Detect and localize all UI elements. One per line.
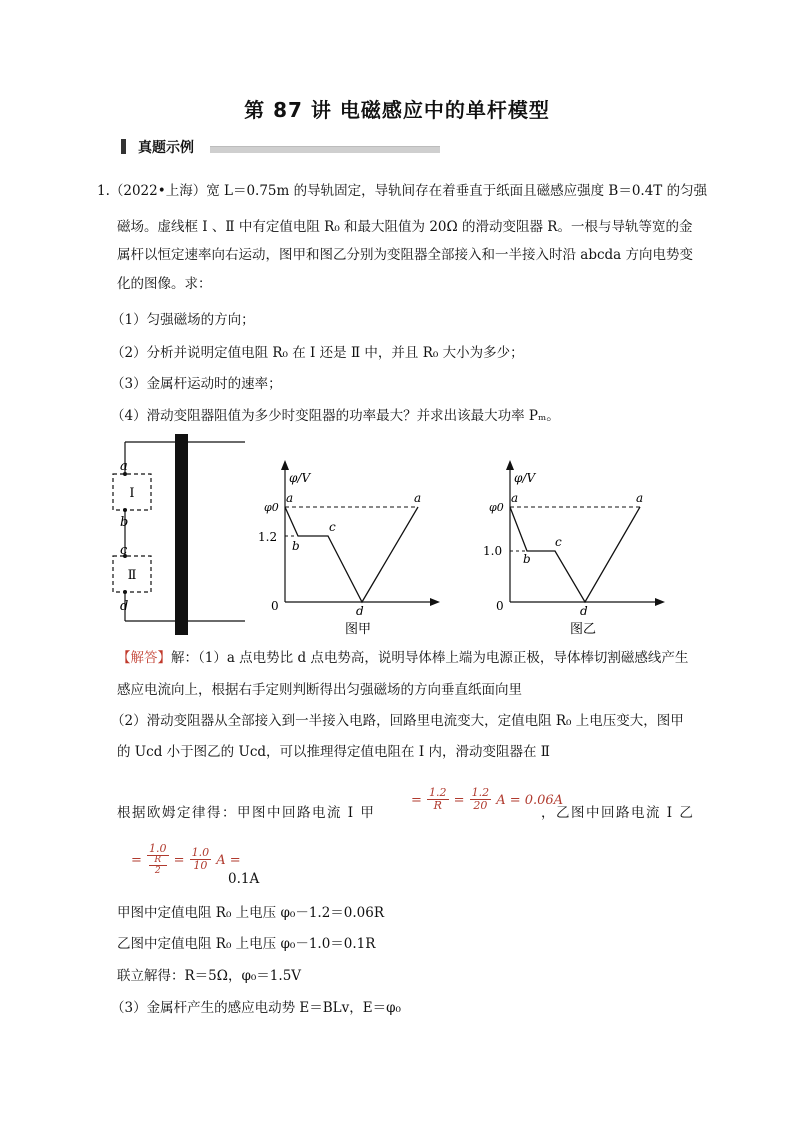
sub-question-1: （1）匀强磁场的方向； — [111, 312, 255, 328]
sub-question-2: （2）分析并说明定值电阻 R₀ 在 Ⅰ 还是 Ⅱ 中，并且 R₀ 大小为多少； — [111, 345, 524, 361]
ohm-result: 0.1A — [228, 871, 260, 887]
box-2-label: Ⅱ — [127, 568, 137, 583]
section-label: 真题示例 — [138, 140, 194, 156]
ohm-equation-1: = $\frac{1.2}{R}$ = $\frac{1.2}{20}$ A = 0.06A — [411, 786, 564, 812]
ohm-prefix: 根据欧姆定律得：甲图中回路电流 I 甲 — [117, 805, 376, 821]
graph-yi-phi0: φ0 — [489, 501, 504, 514]
question-line-2: 磁场。虚线框 Ⅰ 、Ⅱ 中有定值电阻 R₀ 和最大阻值为 20Ω 的滑动变阻器 R。一根与导轨等宽的金 — [117, 219, 693, 235]
graph-jia-phi0: φ0 — [264, 501, 279, 514]
label-b: b — [120, 515, 129, 530]
answer-solve: 联立解得：R＝5Ω，φ₀＝1.5V — [117, 968, 302, 984]
graph-yi-tick: 1.0 — [483, 544, 503, 558]
graph-jia-caption: 图甲 — [344, 622, 372, 637]
answer-line-yi: 乙图中定值电阻 R₀ 上电压 φ₀－1.0＝0.1R — [117, 936, 376, 952]
label-a: a — [120, 459, 128, 474]
graph-yi-a2: a — [636, 491, 644, 505]
page-title: 第 87 讲 电磁感应中的单杆模型 — [244, 98, 550, 122]
ohm-mid: ，乙图中回路电流 I 乙 — [541, 805, 695, 821]
answer-text: 解：（1）a 点电势比 d 点电势高，说明导体棒上端为电源正极，导体棒切割磁感线产生 — [171, 650, 689, 666]
answer-paragraph-1a — [117, 648, 688, 668]
figure — [100, 430, 700, 645]
answer-paragraph-3: （3）金属杆产生的感应电动势 E＝BLv，E＝φ₀ — [111, 1000, 401, 1016]
label-c: c — [120, 543, 128, 558]
section-marker — [121, 139, 126, 154]
answer-line-jia: 甲图中定值电阻 R₀ 上电压 φ₀－1.2＝0.06R — [117, 905, 385, 921]
sub-question-3: （3）金属杆运动时的速率； — [111, 376, 282, 392]
section-divider — [210, 146, 440, 153]
fraction-3: 1.0 R 2 — [149, 842, 167, 876]
graph-jia-origin: 0 — [271, 599, 279, 613]
box-1-label: Ⅰ — [129, 486, 135, 501]
answer-tag: 【解答】 — [117, 650, 171, 666]
question-line-3: 属杆以恒定速率向右运动，图甲和图乙分别为变阻器全部接入和一半接入时沿 abcda 方向电势变 — [117, 247, 694, 263]
graph-yi-caption: 图乙 — [569, 622, 597, 637]
graph-yi-ylabel: φ/V — [514, 471, 536, 485]
graph-yi — [483, 460, 665, 637]
answer-paragraph-1b: 感应电流向上，根据右手定则判断得出匀强磁场的方向垂直纸面向里 — [117, 682, 522, 698]
question-line-1: 1.（2022•上海）宽 L＝0.75m 的导轨固定，导轨间存在着垂直于纸面且磁感应强度 B＝0.4T 的匀强 — [97, 183, 708, 199]
sub-question-4: （4）滑动变阻器阻值为多少时变阻器的功率最大？并求出该最大功率 Pₘ。 — [111, 408, 560, 424]
graph-yi-c: c — [555, 535, 562, 549]
graph-jia-b: b — [292, 539, 300, 553]
fraction-1: $\frac{1.2}{R}$ — [429, 786, 447, 812]
graph-jia-c: c — [329, 520, 336, 534]
fraction-4: $\frac{1.0}{10}$ — [191, 846, 210, 872]
label-d: d — [120, 599, 129, 614]
graph-yi-d: d — [580, 604, 588, 618]
question-line-4: 化的图像。求： — [117, 276, 212, 292]
graph-jia-d: d — [356, 604, 364, 618]
graph-jia — [258, 460, 440, 637]
graph-jia-a1: a — [286, 491, 294, 505]
fraction-2: $\frac{1.2}{20}$ — [471, 786, 490, 812]
ohm-equation-2: = 1.0 R 2 = $\frac{1.0}{10}$ A = — [131, 842, 241, 876]
metal-rod — [175, 434, 188, 635]
graph-jia-a2: a — [414, 491, 422, 505]
graph-yi-origin: 0 — [496, 599, 504, 613]
answer-paragraph-2b: 的 Ucd 小于图乙的 Ucd，可以推理得定值电阻在 Ⅰ 内，滑动变阻器在 Ⅱ — [117, 744, 550, 760]
graph-jia-ylabel: φ/V — [289, 471, 311, 485]
graph-jia-tick: 1.2 — [258, 530, 278, 544]
answer-paragraph-2a: （2）滑动变阻器从全部接入到一半接入电路，回路里电流变大，定值电阻 R₀ 上电压变大，图甲 — [111, 713, 684, 729]
graph-yi-b: b — [523, 552, 531, 566]
graph-yi-a1: a — [511, 491, 519, 505]
